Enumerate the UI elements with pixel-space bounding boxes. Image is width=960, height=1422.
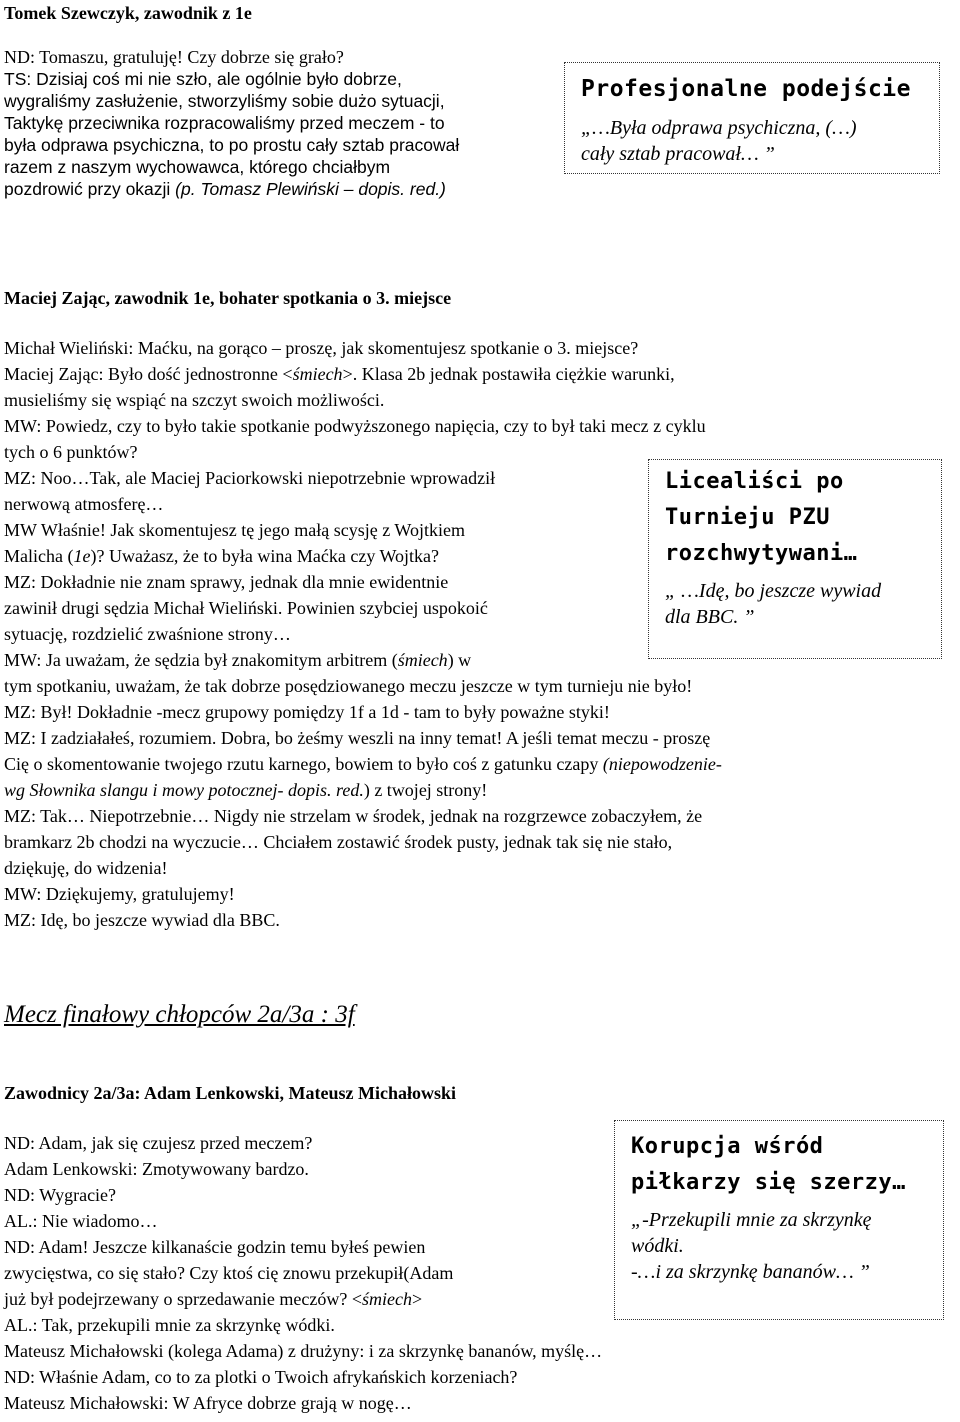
pullquote-title-line: Turnieju PZU: [665, 505, 830, 530]
pullquote-title-line: rozchwytywani…: [665, 541, 858, 566]
text-span: już był podejrzewany o sprzedawanie meczów? <: [4, 1289, 362, 1309]
text-span: >. Klasa 2b jednak postawiła ciężkie warunki,: [342, 364, 675, 384]
text-line: AL.: Tak, przekupili mnie za skrzynkę wódki.: [4, 1315, 335, 1335]
interview-text-maciej: [4, 337, 722, 935]
text-line: [4, 545, 722, 571]
interview-text-tomek: [4, 46, 459, 200]
text-line: musieliśmy się wspiąć na szczyt swoich możliwości.: [4, 390, 385, 410]
text-line: MW Właśnie! Jak skomentujesz tę jego małą scysję z Wojtkiem: [4, 520, 465, 540]
text-span: ) z twojej strony!: [363, 780, 488, 800]
pullquote-quote-line: cały sztab pracował… ”: [581, 143, 775, 165]
pullquote-quote-line: „-Przekupili mnie za skrzynkę: [631, 1209, 872, 1231]
pullquote-title-line: Licealiści po: [665, 469, 844, 494]
text-line: ND: Adam! Jeszcze kilkanaście godzin temu byłeś pewien: [4, 1237, 426, 1257]
pullquote-quote-line: dla BBC. ”: [665, 606, 755, 628]
text-span-italic: 1e: [73, 546, 91, 566]
text-line: bramkarz 2b chodzi na wyczucie… Chciałem zostawić środek pusty, jednak tak się nie stało,: [4, 832, 673, 852]
pullquote-box-licealisci: [648, 459, 942, 659]
interview-heading-tomek: Tomek Szewczyk, zawodnik z 1e: [4, 3, 252, 23]
text-span-italic: (niepowodzenie-: [602, 754, 722, 774]
text-line: MZ: Był! Dokładnie -mecz grupowy pomiędzy 1f a 1d - tam to były poważne styki!: [4, 702, 610, 722]
text-line: MZ: Noo…Tak, ale Maciej Paciorkowski niepotrzebnie wprowadził: [4, 468, 496, 488]
text-line: razem z naszym wychowawca, którego chciałbym: [4, 157, 391, 177]
text-span-italic: wg Słownika slangu i mowy potocznej- dopis. red.: [4, 780, 364, 800]
text-line: tych o 6 punktów?: [4, 442, 138, 462]
text-line: zawinił drugi sędzia Michał Wieliński. Powinien szybciej uspokoić: [4, 598, 488, 618]
text-line: [4, 363, 722, 389]
text-span: >: [411, 1289, 423, 1309]
text-line: Michał Wieliński: Maćku, na gorąco – proszę, jak skomentujesz spotkanie o 3. miejsce?: [4, 338, 639, 358]
text-line: MZ: Dokładnie nie znam sprawy, jednak dla mnie ewidentnie: [4, 572, 449, 592]
text-line: ND: Adam, jak się czujesz przed meczem?: [4, 1133, 313, 1153]
text-line: dziękuję, do widzenia!: [4, 858, 168, 878]
text-line: MZ: Tak… Niepotrzebnie… Nigdy nie strzelam w środek, jednak na rozgrzewce zobaczyłem, że: [4, 806, 703, 826]
players-heading: Zawodnicy 2a/3a: Adam Lenkowski, Mateusz Michałowski: [4, 1083, 457, 1103]
text-line: TS: Dzisiaj coś mi nie szło, ale ogólnie było dobrze,: [4, 69, 402, 89]
text-line: MW: Dziękujemy, gratulujemy!: [4, 884, 235, 904]
pullquote-quote-line: -…i za skrzynkę bananów… ”: [631, 1261, 870, 1283]
text-span: pozdrowić przy okazji: [4, 179, 176, 199]
pullquote-title: Profesjonalne podejście: [581, 76, 911, 102]
text-span: ) w: [447, 650, 472, 670]
pullquote-quote-line: „…Była odprawa psychiczna, (…): [581, 117, 857, 139]
pullquote-quote-line: wódki.: [631, 1235, 684, 1257]
text-line: MZ: Idę, bo jeszcze wywiad dla BBC.: [4, 910, 280, 930]
text-span: Maciej Zając: Było dość jednostronne <: [4, 364, 293, 384]
text-span-italic: śmiech: [397, 650, 448, 670]
text-span: Malicha (: [4, 546, 74, 566]
pullquote-title-line: Korupcja wśród: [631, 1134, 824, 1159]
text-span: MW: Ja uważam, że sędzia był znakomitym arbitrem (: [4, 650, 398, 670]
text-line: MZ: I zadziałałeś, rozumiem. Dobra, bo żeśmy weszli na inny temat! A jeśli temat meczu - proszę: [4, 728, 711, 748]
text-line: [4, 649, 722, 675]
text-line: Taktykę przeciwnika rozpracowaliśmy przed meczem - to: [4, 113, 445, 133]
text-line: była odprawa psychiczna, to po prostu cały sztab pracował: [4, 135, 460, 155]
text-span-italic: śmiech: [362, 1289, 412, 1309]
text-span: )? Uważasz, że to była wina Maćka czy Wojtka?: [90, 546, 440, 566]
final-match-title: Mecz finałowy chłopców 2a/3a : 3f: [4, 1001, 355, 1028]
text-line: ND: Właśnie Adam, co to za plotki o Twoich afrykańskich korzeniach?: [4, 1367, 518, 1387]
text-line: [4, 779, 722, 805]
text-line: [4, 753, 722, 779]
text-line: nerwową atmosferę…: [4, 494, 164, 514]
text-line: ND: Wygracie?: [4, 1185, 117, 1205]
pullquote-title-line: piłkarzy się szerzy…: [631, 1170, 906, 1195]
text-line: Adam Lenkowski: Zmotywowany bardzo.: [4, 1159, 309, 1179]
text-line: ND: Tomaszu, gratuluję! Czy dobrze się grało?: [4, 47, 344, 67]
text-line: zwycięstwa, co się stało? Czy ktoś cię znowu przekupił(Adam: [4, 1263, 454, 1283]
text-line: tym spotkaniu, uważam, że tak dobrze posędziowanego meczu jeszcze w tym turnieju nie było!: [4, 676, 693, 696]
text-line: MW: Powiedz, czy to było takie spotkanie podwyższonego napięcia, czy to był taki mecz z cyklu: [4, 416, 706, 436]
text-line: [4, 1288, 602, 1314]
pullquote-box-professional: [564, 62, 940, 174]
pullquote-quote-line: „ …Idę, bo jeszcze wywiad: [665, 580, 882, 602]
text-line: Mateusz Michałowski (kolega Adama) z drużyny: i za skrzynkę bananów, myślę…: [4, 1341, 603, 1361]
interview-heading-maciej: Maciej Zając, zawodnik 1e, bohater spotkania o 3. miejsce: [4, 288, 452, 308]
text-line: wygraliśmy zasłużenie, stworzyliśmy sobie dużo sytuacji,: [4, 91, 445, 111]
text-span-italic: śmiech: [292, 364, 343, 384]
text-line: AL.: Nie wiadomo…: [4, 1211, 158, 1231]
text-span: Cię o skomentowanie twojego rzutu karnego, bowiem to było coś z gatunku czapy: [4, 754, 603, 774]
text-line: Mateusz Michałowski: W Afryce dobrze grają w nogę…: [4, 1393, 412, 1413]
text-line: sytuację, rozdzielić zwaśnione strony…: [4, 624, 291, 644]
text-line: [4, 178, 459, 200]
pullquote-box-korupcja: [614, 1120, 944, 1320]
interview-text-final: [4, 1132, 602, 1418]
editor-note: (p. Tomasz Plewiński – dopis. red.): [175, 179, 446, 199]
